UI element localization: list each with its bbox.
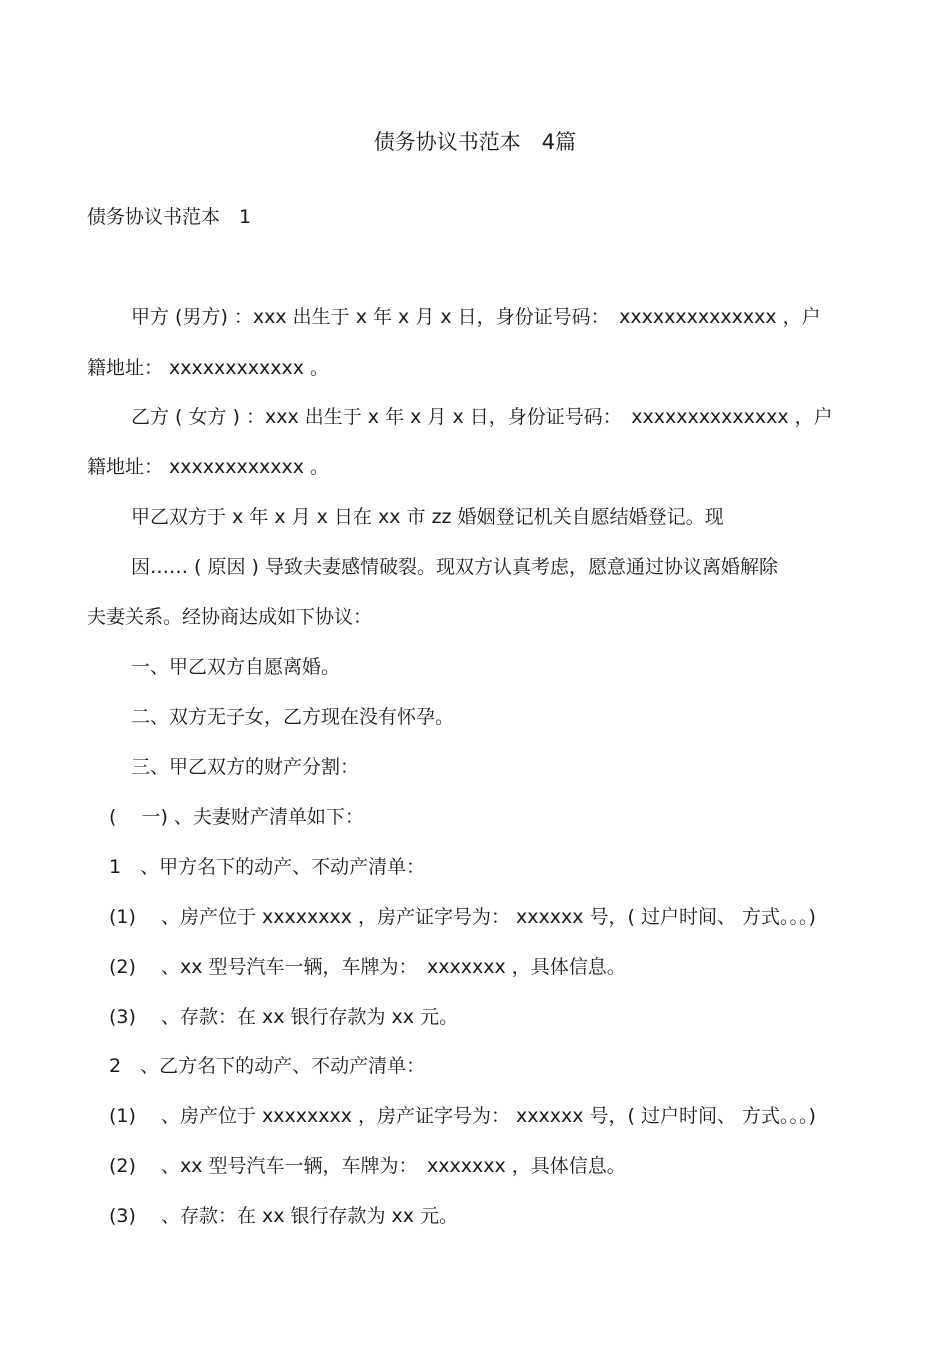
clause-3: 三、甲乙双方的财产分割： xyxy=(131,756,360,778)
party-a-line-1: 甲方 (男方) ：xxx 出生于 x 年 x 月 x 日，身份证号码： xxxxxxxxxxxxxx ，户 xyxy=(131,306,821,328)
party-b-asset-item-2: (2) 、xx 型号汽车一辆，车牌为： xxxxxxx ，具体信息。 xyxy=(109,1155,626,1177)
party-b-asset-item-3: (3) 、存款：在 xx 银行存款为 xx 元。 xyxy=(109,1205,459,1227)
party-b-line-2: 籍地址： xxxxxxxxxxxx 。 xyxy=(87,456,330,478)
marriage-paragraph-line-2: 因…… ( 原因 ) 导致夫妻感情破裂。现双方认真考虑，愿意通过协议离婚解除 xyxy=(131,556,778,578)
clause-1: 一、甲乙双方自愿离婚。 xyxy=(131,656,341,678)
party-b-line-1: 乙方 ( 女方 ) ：xxx 出生于 x 年 x 月 x 日，身份证号码： xxxxxxxxxxxxxx ，户 xyxy=(131,406,833,428)
property-list-heading: ( 一) 、夫妻财产清单如下： xyxy=(109,806,364,828)
marriage-paragraph-line-3: 夫妻关系。经协商达成如下协议： xyxy=(87,606,373,628)
party-a-asset-item-2: (2) 、xx 型号汽车一辆，车牌为： xxxxxxx ，具体信息。 xyxy=(109,956,626,978)
marriage-paragraph-line-1: 甲乙双方于 x 年 x 月 x 日在 xx 市 zz 婚姻登记机关自愿结婚登记。现 xyxy=(131,506,724,528)
document-title: 债务协议书范本 4篇 xyxy=(373,130,577,154)
party-b-assets-heading: 2 、乙方名下的动产、不动产清单： xyxy=(109,1055,426,1077)
party-b-asset-item-1: (1) 、房产位于 xxxxxxxx ，房产证字号为： xxxxxx 号，( 过户时间、 方式。。。) xyxy=(109,1105,816,1127)
party-a-asset-item-1: (1) 、房产位于 xxxxxxxx ，房产证字号为： xxxxxx 号，( 过户时间、 方式。。。) xyxy=(109,906,816,928)
clause-2: 二、双方无子女，乙方现在没有怀孕。 xyxy=(131,706,455,728)
section-heading: 债务协议书范本 1 xyxy=(87,206,252,228)
party-a-line-2: 籍地址： xxxxxxxxxxxx 。 xyxy=(87,357,330,379)
party-a-assets-heading: 1 、甲方名下的动产、不动产清单： xyxy=(109,856,426,878)
party-a-asset-item-3: (3) 、存款：在 xx 银行存款为 xx 元。 xyxy=(109,1006,459,1028)
